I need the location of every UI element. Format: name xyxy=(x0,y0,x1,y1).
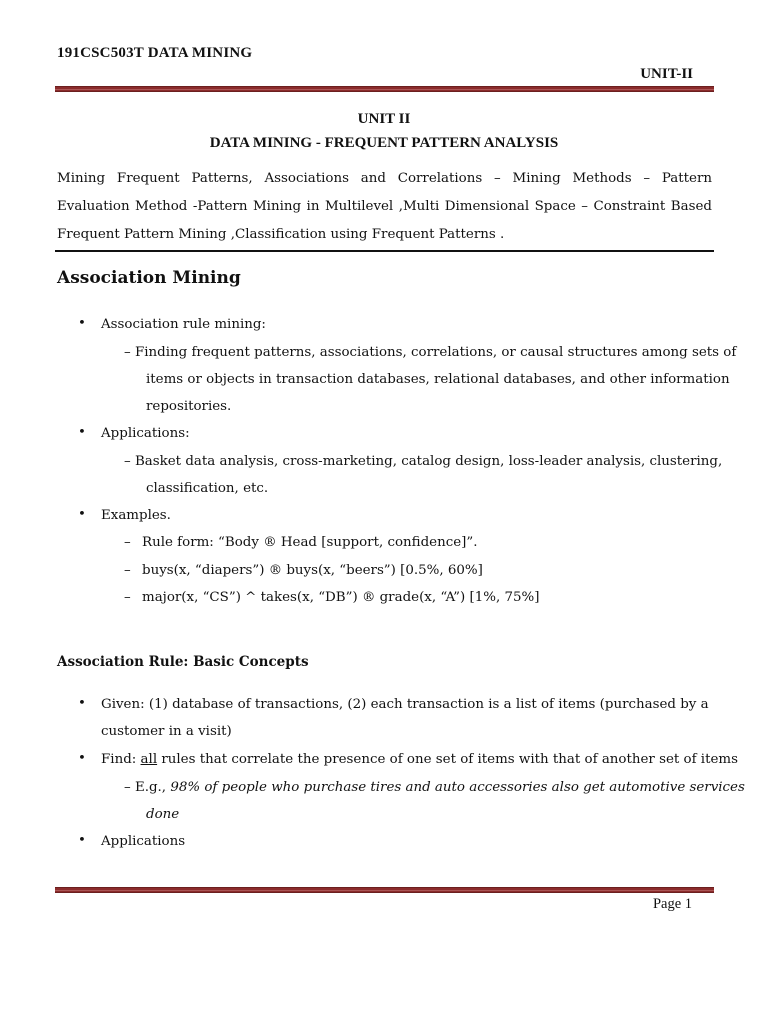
list-item: Applications xyxy=(101,834,186,849)
syllabus-paragraph: Mining Frequent Patterns, Associations and Correlations – Mining Methods – Pattern Evaluation Method -Pattern Mining in Multilevel ,Multi Dimensional Space – Constraint Based Frequent Pattern Mining ,Classification using Frequent Patterns . xyxy=(57,171,712,242)
footer-divider xyxy=(55,887,714,893)
example-rule: Rule form: “Body ® Head [support, confidence]”. xyxy=(142,535,478,550)
find-rest: rules that correlate the presence of one set of items with that of another set of items xyxy=(157,752,738,767)
bullet-marker: • xyxy=(78,696,86,711)
sub-item-line: – Basket data analysis, cross-marketing, catalog design, loss-leader analysis, clustering, xyxy=(124,454,723,469)
unit-subtitle: DATA MINING - FREQUENT PATTERN ANALYSIS xyxy=(209,135,559,151)
bullet-marker: • xyxy=(78,316,86,331)
section-heading-association-mining: Association Mining xyxy=(57,268,241,288)
example-rule: major(x, “CS”) ^ takes(x, “DB”) ® grade(x, “A”) [1%, 75%] xyxy=(142,590,540,605)
unit-title: UNIT II xyxy=(357,111,411,127)
sub-item-line: items or objects in transaction databases, relational databases, and other information xyxy=(146,372,730,387)
sub-item-line: repositories. xyxy=(146,399,232,414)
header-divider xyxy=(55,86,714,92)
syllabus-divider xyxy=(55,250,714,252)
sub-item-line: classification, etc. xyxy=(146,481,269,496)
dash-marker: – xyxy=(124,535,131,550)
example-italic: 98% of people who purchase tires and auto accessories also get automotive services xyxy=(170,780,745,795)
bullet-marker: • xyxy=(78,833,86,848)
bullet-marker: • xyxy=(78,425,86,440)
example-line xyxy=(124,774,745,801)
find-line xyxy=(101,746,738,773)
list-item: Examples. xyxy=(101,508,171,523)
dash-marker: – xyxy=(124,590,131,605)
page-header-unit: UNIT-II xyxy=(640,66,693,82)
find-emphasis: all xyxy=(140,752,158,767)
dash-marker: – xyxy=(124,563,131,578)
bullet-marker: • xyxy=(78,751,86,766)
page-number: Page 1 xyxy=(652,896,692,912)
sub-item-line: – Finding frequent patterns, associations, correlations, or causal structures among sets of xyxy=(124,345,737,360)
bullet-marker: • xyxy=(78,507,86,522)
list-item: Applications: xyxy=(101,426,190,441)
list-item: Association rule mining: xyxy=(101,317,266,332)
given-line: Given: (1) database of transactions, (2) each transaction is a list of items (purchased by a xyxy=(101,697,709,712)
example-rule: buys(x, “diapers”) ® buys(x, “beers”) [0.5%, 60%] xyxy=(142,563,483,578)
example-prefix: – E.g., xyxy=(124,780,171,795)
subheading-basic-concepts: Association Rule: Basic Concepts xyxy=(57,654,309,670)
given-line: customer in a visit) xyxy=(101,724,232,739)
example-italic-continued: done xyxy=(146,807,180,822)
page-header-course: 191CSC503T DATA MINING xyxy=(57,45,253,61)
find-prefix: Find: xyxy=(101,752,141,767)
